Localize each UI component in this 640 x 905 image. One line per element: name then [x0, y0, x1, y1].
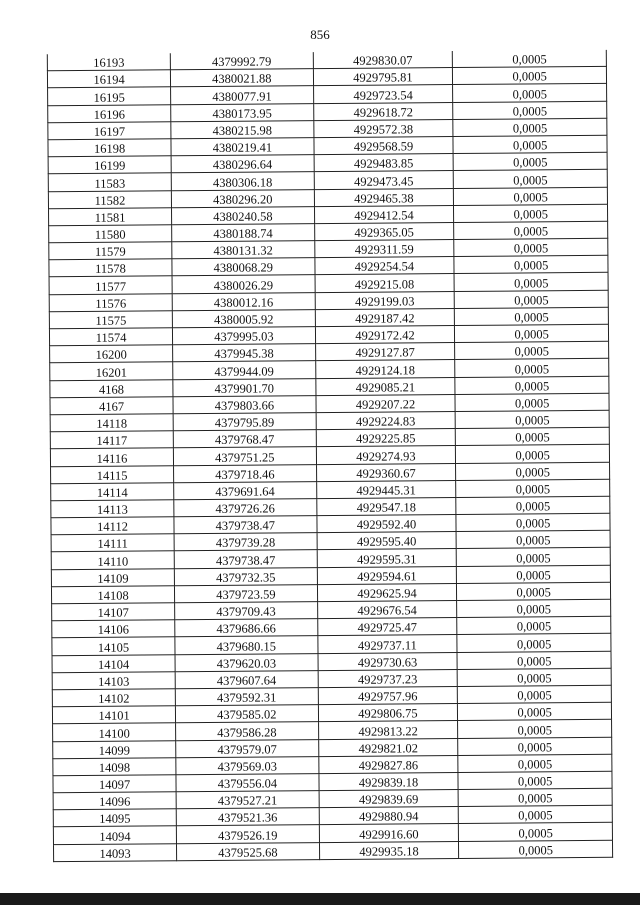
point-id-cell: 16200 [50, 345, 173, 363]
y-coordinate-cell: 4929445.31 [316, 480, 456, 498]
error-cell: 0,0005 [457, 548, 611, 566]
y-coordinate-cell: 4929594.61 [317, 566, 457, 584]
y-coordinate-cell: 4929085.21 [315, 377, 455, 395]
error-cell: 0,0005 [454, 204, 608, 222]
point-id-cell: 14111 [51, 534, 174, 552]
point-id-cell: 14106 [52, 620, 175, 638]
y-coordinate-cell: 4929199.03 [315, 291, 455, 309]
y-coordinate-cell: 4929839.18 [319, 772, 459, 790]
point-id-cell: 16199 [48, 156, 171, 174]
error-cell: 0,0005 [455, 410, 609, 428]
x-coordinate-cell: 4379738.47 [174, 516, 317, 534]
y-coordinate-cell: 4929830.07 [313, 51, 453, 69]
x-coordinate-cell: 4379592.31 [175, 688, 318, 706]
y-coordinate-cell: 4929215.08 [315, 274, 455, 292]
error-cell: 0,0005 [455, 324, 609, 342]
error-cell: 0,0005 [457, 599, 611, 617]
y-coordinate-cell: 4929572.38 [313, 119, 453, 137]
y-coordinate-cell: 4929725.47 [317, 618, 457, 636]
y-coordinate-cell: 4929225.85 [316, 429, 456, 447]
y-coordinate-cell: 4929676.54 [317, 601, 457, 619]
error-cell: 0,0005 [454, 273, 608, 291]
error-cell: 0,0005 [457, 616, 611, 634]
error-cell: 0,0005 [456, 531, 610, 549]
point-id-cell: 14095 [53, 809, 176, 827]
point-id-cell: 11580 [49, 225, 172, 243]
error-cell: 0,0005 [453, 67, 607, 85]
error-cell: 0,0005 [458, 720, 612, 738]
point-id-cell: 16197 [48, 121, 171, 139]
x-coordinate-cell: 4379795.89 [173, 413, 316, 431]
point-id-cell: 14094 [53, 826, 176, 844]
point-id-cell: 14096 [53, 792, 176, 810]
x-coordinate-cell: 4379995.03 [173, 327, 316, 345]
x-coordinate-cell: 4380306.18 [171, 172, 314, 190]
point-id-cell: 16196 [48, 104, 171, 122]
x-coordinate-cell: 4379607.64 [175, 670, 318, 688]
y-coordinate-cell: 4929916.60 [319, 824, 459, 842]
point-id-cell: 11579 [49, 242, 172, 260]
point-id-cell: 14110 [51, 551, 174, 569]
x-coordinate-cell: 4380026.29 [172, 275, 315, 293]
x-coordinate-cell: 4379945.38 [173, 344, 316, 362]
x-coordinate-cell: 4380219.41 [171, 138, 314, 156]
x-coordinate-cell: 4379556.04 [176, 773, 319, 791]
x-coordinate-cell: 4379585.02 [176, 705, 319, 723]
x-coordinate-cell: 4379527.21 [176, 791, 319, 809]
x-coordinate-cell: 4380068.29 [172, 258, 315, 276]
point-id-cell: 14102 [52, 689, 175, 707]
error-cell: 0,0005 [459, 823, 613, 841]
y-coordinate-cell: 4929806.75 [318, 704, 458, 722]
x-coordinate-cell: 4379738.47 [174, 550, 317, 568]
x-coordinate-cell: 4379751.25 [173, 447, 316, 465]
error-cell: 0,0005 [457, 634, 611, 652]
error-cell: 0,0005 [456, 427, 610, 445]
error-cell: 0,0005 [454, 187, 608, 205]
point-id-cell: 14098 [53, 757, 176, 775]
error-cell: 0,0005 [456, 445, 610, 463]
x-coordinate-cell: 4379586.28 [176, 722, 319, 740]
y-coordinate-cell: 4929737.23 [318, 669, 458, 687]
error-cell: 0,0005 [455, 359, 609, 377]
point-id-cell: 14093 [53, 843, 176, 861]
error-cell: 0,0005 [455, 341, 609, 359]
x-coordinate-cell: 4379768.47 [173, 430, 316, 448]
error-cell: 0,0005 [459, 840, 613, 858]
x-coordinate-cell: 4380240.58 [172, 206, 315, 224]
point-id-cell: 14115 [51, 465, 174, 483]
y-coordinate-cell: 4929827.86 [318, 755, 458, 773]
coordinates-table-body [47, 50, 612, 862]
error-cell: 0,0005 [458, 788, 612, 806]
x-coordinate-cell: 4379691.64 [174, 481, 317, 499]
error-cell: 0,0005 [454, 238, 608, 256]
point-id-cell: 11582 [48, 190, 171, 208]
error-cell: 0,0005 [454, 256, 608, 274]
error-cell: 0,0005 [456, 462, 610, 480]
error-cell: 0,0005 [458, 737, 612, 755]
x-coordinate-cell: 4379944.09 [173, 361, 316, 379]
x-coordinate-cell: 4379992.79 [170, 52, 313, 70]
x-coordinate-cell: 4380021.88 [171, 69, 314, 87]
error-cell: 0,0005 [455, 290, 609, 308]
x-coordinate-cell: 4379709.43 [175, 602, 318, 620]
x-coordinate-cell: 4379726.26 [174, 498, 317, 516]
x-coordinate-cell: 4379686.66 [175, 619, 318, 637]
y-coordinate-cell: 4929465.38 [314, 188, 454, 206]
page-number: 856 [310, 27, 330, 42]
y-coordinate-cell: 4929412.54 [314, 205, 454, 223]
point-id-cell: 4167 [50, 396, 173, 414]
x-coordinate-cell: 4379525.68 [177, 842, 320, 860]
y-coordinate-cell: 4929365.05 [314, 222, 454, 240]
x-coordinate-cell: 4380005.92 [172, 309, 315, 327]
x-coordinate-cell: 4380131.32 [172, 241, 315, 259]
y-coordinate-cell: 4929757.96 [318, 686, 458, 704]
y-coordinate-cell: 4929880.94 [319, 807, 459, 825]
error-cell: 0,0005 [453, 152, 607, 170]
error-cell: 0,0005 [457, 668, 611, 686]
y-coordinate-cell: 4929737.11 [317, 635, 457, 653]
y-coordinate-cell: 4929935.18 [319, 841, 459, 859]
x-coordinate-cell: 4380077.91 [171, 86, 314, 104]
y-coordinate-cell: 4929274.93 [316, 446, 456, 464]
point-id-cell: 14117 [50, 431, 173, 449]
point-id-cell: 14112 [51, 517, 174, 535]
x-coordinate-cell: 4379739.28 [174, 533, 317, 551]
x-coordinate-cell: 4379569.03 [176, 756, 319, 774]
error-cell: 0,0005 [458, 771, 612, 789]
point-id-cell: 16193 [47, 53, 170, 71]
point-id-cell: 14105 [52, 637, 175, 655]
point-id-cell: 14101 [52, 706, 175, 724]
error-cell: 0,0005 [453, 84, 607, 102]
scan-edge-bar [0, 893, 640, 905]
point-id-cell: 14099 [53, 740, 176, 758]
y-coordinate-cell: 4929595.40 [317, 532, 457, 550]
x-coordinate-cell: 4379901.70 [173, 378, 316, 396]
point-id-cell: 11583 [48, 173, 171, 191]
y-coordinate-cell: 4929254.54 [315, 257, 455, 275]
x-coordinate-cell: 4379803.66 [173, 395, 316, 413]
y-coordinate-cell: 4929625.94 [317, 583, 457, 601]
point-id-cell: 11577 [49, 276, 172, 294]
y-coordinate-cell: 4929813.22 [318, 721, 458, 739]
coordinates-table [47, 50, 613, 862]
point-id-cell: 14100 [53, 723, 176, 741]
y-coordinate-cell: 4929311.59 [314, 240, 454, 258]
error-cell: 0,0005 [453, 50, 607, 68]
point-id-cell: 14116 [50, 448, 173, 466]
error-cell: 0,0005 [453, 135, 607, 153]
error-cell: 0,0005 [453, 101, 607, 119]
y-coordinate-cell: 4929127.87 [315, 343, 455, 361]
point-id-cell: 14109 [51, 568, 174, 586]
x-coordinate-cell: 4380215.98 [171, 120, 314, 138]
table-row [53, 840, 612, 862]
y-coordinate-cell: 4929172.42 [315, 326, 455, 344]
point-id-cell: 4168 [50, 379, 173, 397]
y-coordinate-cell: 4929795.81 [313, 68, 453, 86]
y-coordinate-cell: 4929821.02 [318, 738, 458, 756]
x-coordinate-cell: 4379723.59 [175, 584, 318, 602]
point-id-cell: 16198 [48, 139, 171, 157]
y-coordinate-cell: 4929730.63 [318, 652, 458, 670]
y-coordinate-cell: 4929207.22 [316, 394, 456, 412]
y-coordinate-cell: 4929483.85 [314, 154, 454, 172]
x-coordinate-cell: 4380188.74 [172, 223, 315, 241]
point-id-cell: 14113 [51, 500, 174, 518]
error-cell: 0,0005 [458, 685, 612, 703]
point-id-cell: 14118 [50, 414, 173, 432]
error-cell: 0,0005 [456, 513, 610, 531]
x-coordinate-cell: 4379680.15 [175, 636, 318, 654]
y-coordinate-cell: 4929224.83 [316, 411, 456, 429]
x-coordinate-cell: 4380173.95 [171, 103, 314, 121]
y-coordinate-cell: 4929723.54 [313, 85, 453, 103]
point-id-cell: 16194 [47, 70, 170, 88]
point-id-cell: 14108 [51, 586, 174, 604]
y-coordinate-cell: 4929473.45 [314, 171, 454, 189]
x-coordinate-cell: 4380012.16 [172, 292, 315, 310]
y-coordinate-cell: 4929839.69 [319, 790, 459, 808]
point-id-cell: 14114 [51, 482, 174, 500]
point-id-cell: 14104 [52, 654, 175, 672]
point-id-cell: 16195 [48, 87, 171, 105]
error-cell: 0,0005 [457, 651, 611, 669]
error-cell: 0,0005 [455, 393, 609, 411]
error-cell: 0,0005 [457, 565, 611, 583]
x-coordinate-cell: 4379521.36 [176, 808, 319, 826]
y-coordinate-cell: 4929568.59 [314, 136, 454, 154]
error-cell: 0,0005 [458, 754, 612, 772]
y-coordinate-cell: 4929187.42 [315, 308, 455, 326]
point-id-cell: 14097 [53, 775, 176, 793]
x-coordinate-cell: 4379718.46 [174, 464, 317, 482]
x-coordinate-cell: 4379579.07 [176, 739, 319, 757]
point-id-cell: 16201 [50, 362, 173, 380]
point-id-cell: 11578 [49, 259, 172, 277]
error-cell: 0,0005 [455, 376, 609, 394]
x-coordinate-cell: 4379620.03 [175, 653, 318, 671]
y-coordinate-cell: 4929547.18 [316, 497, 456, 515]
coordinates-table-container [47, 50, 613, 874]
point-id-cell: 14103 [52, 671, 175, 689]
y-coordinate-cell: 4929595.31 [317, 549, 457, 567]
y-coordinate-cell: 4929618.72 [313, 102, 453, 120]
y-coordinate-cell: 4929360.67 [316, 463, 456, 481]
x-coordinate-cell: 4380296.64 [171, 155, 314, 173]
point-id-cell: 14107 [52, 603, 175, 621]
error-cell: 0,0005 [454, 170, 608, 188]
error-cell: 0,0005 [456, 479, 610, 497]
point-id-cell: 11574 [49, 328, 172, 346]
error-cell: 0,0005 [456, 496, 610, 514]
point-id-cell: 11575 [49, 311, 172, 329]
point-id-cell: 11576 [49, 293, 172, 311]
point-id-cell: 11581 [48, 207, 171, 225]
error-cell: 0,0005 [453, 118, 607, 136]
error-cell: 0,0005 [459, 806, 613, 824]
x-coordinate-cell: 4379526.19 [176, 825, 319, 843]
x-coordinate-cell: 4380296.20 [171, 189, 314, 207]
error-cell: 0,0005 [458, 702, 612, 720]
y-coordinate-cell: 4929592.40 [317, 515, 457, 533]
y-coordinate-cell: 4929124.18 [315, 360, 455, 378]
error-cell: 0,0005 [455, 307, 609, 325]
error-cell: 0,0005 [454, 221, 608, 239]
x-coordinate-cell: 4379732.35 [174, 567, 317, 585]
error-cell: 0,0005 [457, 582, 611, 600]
